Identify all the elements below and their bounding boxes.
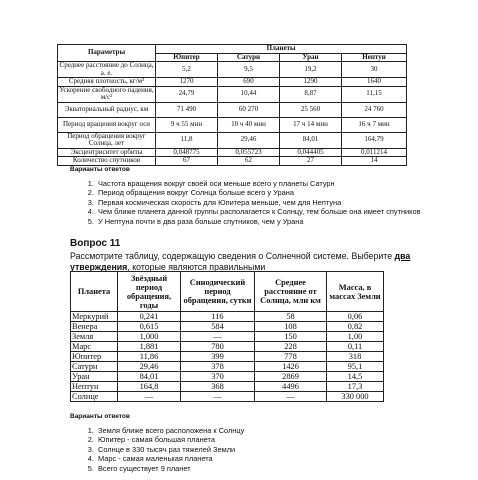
table-cell: 9,5 [218, 62, 280, 78]
table-cell: 318 [327, 352, 384, 362]
planet-name: Венера [71, 322, 118, 332]
row-label: Эксцентриситет орбиты [58, 148, 156, 157]
table-cell: 5,2 [156, 62, 218, 78]
table-cell: — [181, 392, 255, 402]
table-row [58, 62, 407, 78]
table-cell: 17 ч 14 мин [280, 117, 342, 132]
table-row [58, 78, 407, 87]
table-cell: 399 [181, 352, 255, 362]
list-item: 2. Период обращения вокруг Солнца больше всего у Урана [96, 188, 476, 197]
table-cell: 1290 [280, 78, 342, 87]
row-label: Средняя плотность, кг/м³ [58, 78, 156, 87]
table-row [71, 362, 384, 372]
table-cell: 0,011214 [342, 148, 407, 157]
table-cell: 0,055723 [218, 148, 280, 157]
table-cell: 29,46 [218, 132, 280, 148]
param-header: Параметры [58, 45, 156, 62]
table-cell: 10,44 [218, 86, 280, 102]
table-cell: 584 [181, 322, 255, 332]
list-item: 3. Солнце в 330 тысяч раз тяжелей Земли [96, 445, 476, 454]
answer-options-list-2 [74, 426, 476, 473]
table-cell: 71 490 [156, 102, 218, 117]
planet-name: Меркурий [71, 312, 118, 322]
table-cell: 84,01 [280, 132, 342, 148]
table-cell: 780 [181, 342, 255, 352]
planet-name: Марс [71, 342, 118, 352]
variants-heading-2: Варианты ответов [70, 413, 130, 420]
table-cell: 0,06 [327, 312, 384, 322]
table-row [58, 117, 407, 132]
planet-name: Сатурн [71, 362, 118, 372]
table-cell: 16 ч 7 мин [342, 117, 407, 132]
planet-header: Уран [280, 53, 342, 62]
list-item: 5. У Нептуна почти в два раза больше спутников, чем у Урана [96, 217, 476, 226]
table-cell: 778 [255, 352, 327, 362]
table-row [58, 102, 407, 117]
planet-header: Юпитер [156, 53, 218, 62]
table-cell: 0,044405 [280, 148, 342, 157]
table-cell: 8,87 [280, 86, 342, 102]
planet-name: Уран [71, 372, 118, 382]
table-row [71, 392, 384, 402]
table-cell: 60 270 [218, 102, 280, 117]
table-cell: 14,5 [327, 372, 384, 382]
table-cell: 108 [255, 322, 327, 332]
column-header: Звёздный период обращения, годы [118, 272, 181, 312]
table-cell: 58 [255, 312, 327, 322]
table-row [58, 86, 407, 102]
planets-parameters-table [57, 44, 407, 166]
table-cell: 1,00 [327, 332, 384, 342]
column-header: Синодический период обращения, сутки [181, 272, 255, 312]
table-cell: 1,000 [118, 332, 181, 342]
list-item: 4. Чем ближе планета данной группы располагается к Солнцу, тем больше она имеет спутников [96, 207, 476, 216]
list-item: 2. Юпитер - самая большая планета [96, 435, 476, 444]
table-cell: 24 760 [342, 102, 407, 117]
column-header: Среднее расстояние от Солнца, млн км [255, 272, 327, 312]
table-row [71, 382, 384, 392]
planet-name: Солнце [71, 392, 118, 402]
list-item: 5. Всего существует 9 планет [96, 464, 476, 473]
table-cell: 11,8 [156, 132, 218, 148]
table-cell: 14 [342, 157, 407, 166]
table-cell: 164,8 [118, 382, 181, 392]
row-label: Количество спутников [58, 157, 156, 166]
table-cell: 228 [255, 342, 327, 352]
table-row [71, 342, 384, 352]
planets-header: Планеты [156, 45, 407, 54]
solar-system-table [70, 271, 384, 402]
table-cell: 95,1 [327, 362, 384, 372]
table-cell: 29,46 [118, 362, 181, 372]
table-cell: — [255, 392, 327, 402]
table-row [71, 312, 384, 322]
table-cell: 62 [218, 157, 280, 166]
table-cell: 24,79 [156, 86, 218, 102]
variants-heading: Варианты ответов [70, 166, 130, 173]
table-row [58, 157, 407, 166]
table-cell: 330 000 [327, 392, 384, 402]
row-label: Среднее расстояние до Солнца, а. е. [58, 62, 156, 78]
row-label: Экваториальный радиус, км [58, 102, 156, 117]
list-item: 1. Частота вращения вокруг своей оси меньше всего у планеты Сатурн [96, 179, 476, 188]
table-cell: 378 [181, 362, 255, 372]
table-cell: — [118, 392, 181, 402]
table-cell: 30 [342, 62, 407, 78]
table-row [71, 332, 384, 342]
table-cell: 0,11 [327, 342, 384, 352]
table-cell: 10 ч 40 мин [218, 117, 280, 132]
table-cell: 0,615 [118, 322, 181, 332]
table-row [58, 132, 407, 148]
table-cell: 11,15 [342, 86, 407, 102]
planet-name: Юпитер [71, 352, 118, 362]
table-row [71, 352, 384, 362]
table-cell: 19,2 [280, 62, 342, 78]
table-cell: 1,881 [118, 342, 181, 352]
table-cell: 150 [255, 332, 327, 342]
table-cell: 27 [280, 157, 342, 166]
row-label: Период вращения вокруг оси [58, 117, 156, 132]
question-text: Рассмотрите таблицу, содержащую сведения о Солнечной системе. Выберите два утверждения, которые являются правильными [70, 251, 411, 272]
planet-header: Сатурн [218, 53, 280, 62]
answer-options-list [74, 179, 476, 226]
question-emphasis: два утверждения [70, 251, 411, 272]
table-cell: 116 [181, 312, 255, 322]
table-cell: 2869 [255, 372, 327, 382]
planet-name: Земля [71, 332, 118, 342]
question-title: Вопрос 11 [70, 238, 121, 249]
table-cell: 0,241 [118, 312, 181, 322]
table-row [71, 372, 384, 382]
row-label: Ускорение свободного падения, м/с² [59, 85, 154, 101]
table-cell: 164,79 [342, 132, 407, 148]
table-cell: 370 [181, 372, 255, 382]
table-cell: 84,01 [118, 372, 181, 382]
row-label: Период обращения вокруг Солнца, лет [58, 132, 156, 148]
column-header: Масса, в массах Земли [327, 272, 384, 312]
table-cell: 67 [156, 157, 218, 166]
list-item: 1. Земля ближе всего расположена к Солнцу [96, 426, 476, 435]
column-header: Планета [71, 272, 118, 312]
table-cell: 25 560 [280, 102, 342, 117]
table-cell: 0,048775 [156, 148, 218, 157]
table-cell: 4496 [255, 382, 327, 392]
table-row [71, 322, 384, 332]
table-cell: 9 ч 55 мин [156, 117, 218, 132]
list-item: 3. Первая космическая скорость для Юпитера меньше, чем для Нептуна [96, 198, 476, 207]
table-cell: — [181, 332, 255, 342]
table-cell: 368 [181, 382, 255, 392]
table-cell: 1270 [156, 78, 218, 87]
list-item: 4. Марс - самая маленькая планета [96, 454, 476, 463]
table-cell: 11,86 [118, 352, 181, 362]
planet-name: Нептун [71, 382, 118, 392]
table-cell: 1426 [255, 362, 327, 372]
table-cell: 17,3 [327, 382, 384, 392]
table-cell: 1640 [342, 78, 407, 87]
table-cell: 690 [218, 78, 280, 87]
table-cell: 0,82 [327, 322, 384, 332]
planet-header: Нептун [342, 53, 407, 62]
